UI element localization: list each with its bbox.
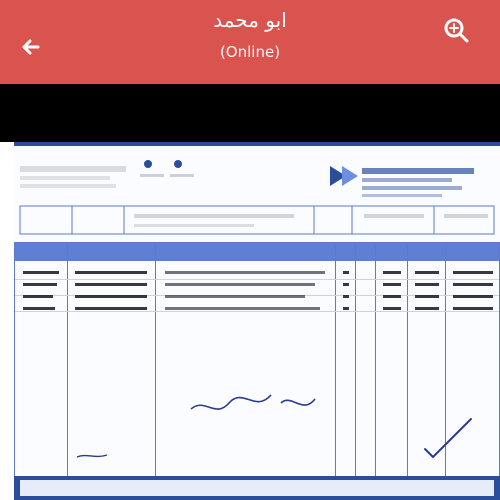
handwriting-signature: [191, 395, 271, 409]
invoice-table: [14, 242, 500, 498]
table-content-scan: [15, 243, 500, 499]
contact-icons: [138, 158, 198, 188]
invoice-image[interactable]: [14, 142, 500, 500]
invoice-top-band: [14, 142, 500, 146]
invoice-meta-block: [14, 200, 500, 240]
black-media-top-bar: [0, 84, 500, 142]
invoice-footer-inner: [20, 480, 494, 496]
invoice-footer-band: [14, 476, 500, 500]
chat-app-bar: [0, 0, 500, 84]
chat-title: ابو محمد: [213, 8, 287, 32]
checkmark-icon: [425, 419, 471, 457]
company-address-stamp: [18, 164, 128, 192]
search-zoom-icon[interactable]: [440, 14, 472, 46]
company-logo: [328, 164, 478, 204]
online-status: (Online): [219, 43, 281, 61]
